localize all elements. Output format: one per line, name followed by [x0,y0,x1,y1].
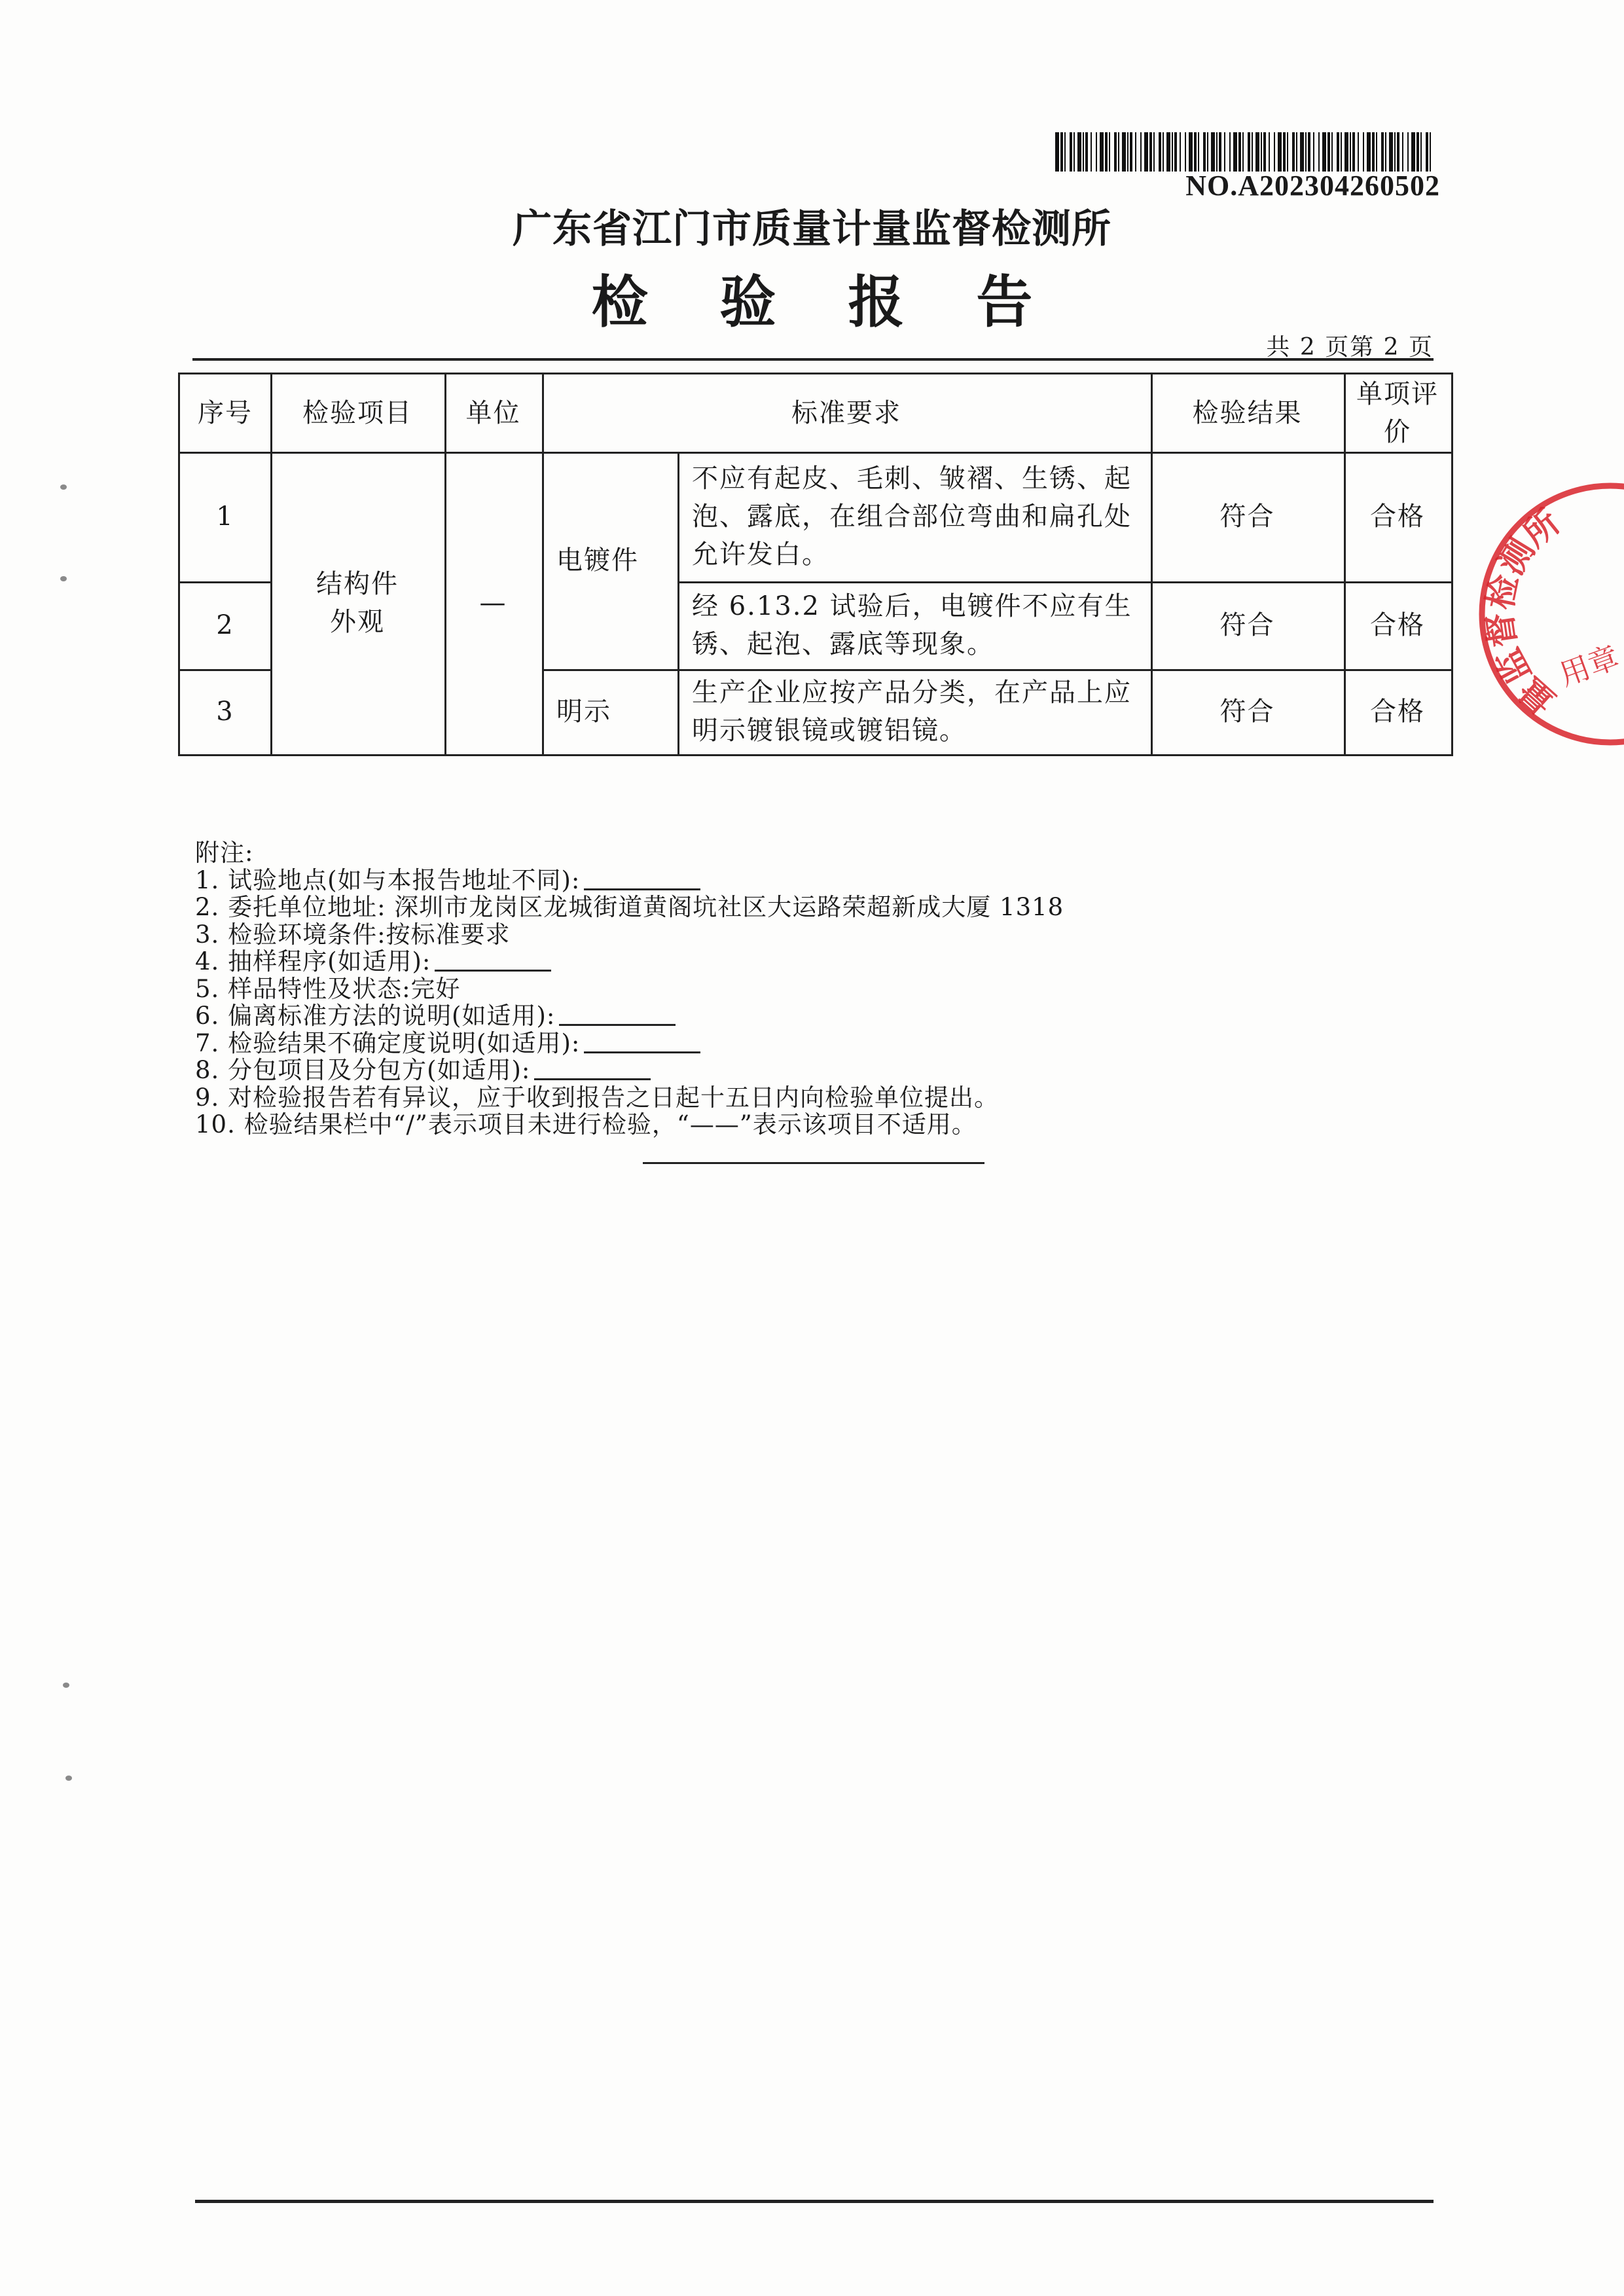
barcode-bar [1144,132,1148,172]
barcode-bar [1229,132,1231,172]
barcode-bar [1252,132,1253,172]
barcode-bar [1287,132,1288,172]
barcode-bar [1327,132,1330,172]
notes-end-rule [643,1162,984,1164]
barcode-bar [1372,132,1375,172]
result-value: 符合 [1219,697,1275,727]
barcode-bar [1105,132,1108,172]
organization-name: 广东省江门市质量计量监督检测所 [513,206,1111,252]
requirement-text: 经 6.13.2 试验后，电镀件不应有生锈、起泡、露底等现象。 [692,591,1132,659]
category-labeling: 明示 [556,697,611,727]
barcode-bar [1140,132,1142,172]
barcode-bar [1430,132,1431,172]
barcode-bar [1122,132,1126,172]
barcode-bar [1367,132,1371,172]
barcode-bar [1263,132,1266,172]
result-value: 符合 [1219,610,1275,640]
requirement-text: 不应有起皮、毛刺、皱褶、生锈、起泡、露底，在组合部位弯曲和扁孔处允许发白。 [692,464,1132,570]
category-plating: 电镀件 [556,545,639,575]
row-number: 2 [216,610,234,640]
note-item: 4. 抽样程序(如适用): [195,948,1426,975]
barcode-bar [1185,132,1186,172]
barcode-bar [1308,132,1310,172]
barcode-bar [1337,132,1339,172]
evaluation-value: 合格 [1370,610,1425,640]
official-seal-stamp [1466,470,1624,758]
barcode-bar [1166,132,1170,172]
note-item: 5. 样品特性及状态:完好 [195,974,461,1003]
barcode-bar [1224,132,1225,172]
barcode-bar [1322,132,1326,172]
barcode-bar [1305,132,1307,172]
svg-text:用章: 用章 [1555,639,1624,693]
col-header-item: 检验项目 [302,398,412,428]
barcode-bar [1350,132,1351,172]
footer-rule [195,2200,1434,2203]
row-number: 1 [216,501,234,532]
report-number: NO.A202304260502 [1185,170,1440,202]
col-header-requirement: 标准要求 [791,398,901,428]
barcode-bar [1416,132,1419,172]
barcode-bar [1292,132,1295,172]
barcode-bar [1172,132,1173,172]
barcode-bar [1394,132,1396,172]
barcode-bar [1153,132,1155,172]
barcode-bar [1300,132,1304,172]
page-count: 共 2 页第 2 页 [1266,334,1434,361]
notes-heading: 附注: [195,839,254,867]
barcode-bar [1077,132,1081,172]
note-item: 7. 检验结果不确定度说明(如适用): [195,1030,1426,1057]
barcode-bar [1149,132,1152,172]
row-number: 3 [216,697,234,727]
inspection-table [178,373,1453,756]
barcode-bar [1397,132,1399,172]
barcode-bar [1274,132,1275,172]
barcode-bar [1344,132,1348,172]
barcode-bar [1194,132,1197,172]
barcode-bar [1283,132,1286,172]
barcode-bar [1261,132,1262,172]
barcode-bar [1411,132,1415,172]
barcode-bar [1318,132,1320,172]
result-value: 符合 [1219,501,1275,532]
barcode-bar [1180,132,1181,172]
barcode-bar [1242,132,1244,172]
barcode-bar [1381,132,1384,172]
barcode-bar [1219,132,1221,172]
barcode-bar [1389,132,1393,172]
col-header-unit: 单位 [465,398,521,428]
barcode-bar [1203,132,1206,172]
barcode-bar [1060,132,1063,172]
note-item: 10. 检验结果栏中“/”表示项目未进行检验，“——”表示该项目不适用。 [195,1110,977,1139]
barcode-bar [1163,132,1164,172]
note-item: 2. 委托单位地址: 深圳市龙岗区龙城街道黄阁坑社区大运路荣超新成大厦 1318 [195,893,1064,921]
barcode-bar [1159,132,1161,172]
barcode-bar [1100,132,1104,172]
barcode-bar [1198,132,1199,172]
barcode-bar [1420,132,1422,172]
barcode-bar [1109,132,1110,172]
barcode [1055,132,1434,172]
barcode-bar [1189,132,1193,172]
barcode-bar [1070,132,1072,172]
evaluation-value: 合格 [1370,697,1425,727]
note-item: 6. 偏离标准方法的说明(如适用): [195,1002,1426,1030]
col-header-evaluation: 单项评价 [1356,379,1439,447]
barcode-bar [1278,132,1282,172]
barcode-bar [1331,132,1333,172]
barcode-bar [1085,132,1088,172]
barcode-bar [1118,132,1119,172]
col-header-result: 检验结果 [1192,398,1303,428]
barcode-bar [1207,132,1208,172]
barcode-bar [1407,132,1409,172]
barcode-bar [1216,132,1218,172]
barcode-bar [1313,132,1314,172]
barcode-bar [1248,132,1250,172]
item-name: 结构件 外观 [316,569,399,637]
header-rule [192,358,1434,361]
evaluation-value: 合格 [1370,501,1425,532]
col-header-no: 序号 [198,398,253,428]
unit-value: — [479,588,507,618]
barcode-bar [1426,132,1428,172]
barcode-bar [1376,132,1377,172]
note-item: 1. 试验地点(如与本报告地址不同): [195,867,1426,894]
note-item: 3. 检验环境条件:按标准要求 [195,920,511,949]
notes-section [195,839,1426,1139]
barcode-bar [1363,132,1364,172]
barcode-bar [1064,132,1066,172]
note-item: 9. 对检验报告若有异议，应于收到报告之日起十五日内向检验单位提出。 [195,1083,1000,1112]
barcode-bar [1174,132,1177,172]
barcode-bar [1083,132,1084,172]
barcode-bar [1358,132,1359,172]
requirement-text: 生产企业应按产品分类，在产品上应明示镀银镜或镀铝镜。 [692,678,1132,746]
barcode-bar [1385,132,1386,172]
barcode-bar [1091,132,1092,172]
barcode-bar [1114,132,1117,172]
barcode-bar [1255,132,1259,172]
barcode-bar [1238,132,1241,172]
barcode-bar [1130,132,1132,172]
barcode-bar [1055,132,1059,172]
barcode-bar [1135,132,1136,172]
document-title: 检 验 报 告 [591,270,1059,335]
barcode-bar [1074,132,1075,172]
barcode-bar [1296,132,1297,172]
barcode-bar [1233,132,1237,172]
barcode-bar [1269,132,1270,172]
barcode-bar [1402,132,1403,172]
barcode-bar [1096,132,1097,172]
note-item: 8. 分包项目及分包方(如适用): [195,1057,1426,1084]
barcode-bar [1127,132,1128,172]
barcode-bar [1352,132,1355,172]
barcode-bar [1341,132,1342,172]
barcode-bar [1211,132,1215,172]
svg-text:量监督检测所: 量监督检测所 [1480,502,1568,721]
